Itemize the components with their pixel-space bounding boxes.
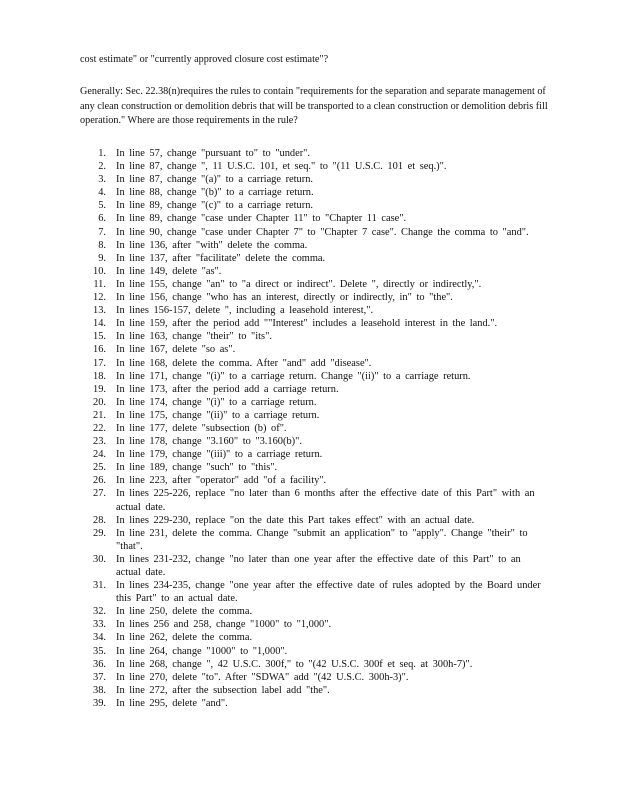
- item-number: 6 .: [86, 212, 106, 225]
- item-text: In line 173, after the period add a carriage return.: [116, 383, 339, 395]
- item-text: In line 90, change "case under Chapter 7" to "Chapter 7 case". Change the comma to "and".: [116, 226, 529, 238]
- item-number: 28 .: [86, 514, 106, 527]
- item-number: 7 .: [86, 226, 106, 239]
- list-item: [80, 357, 550, 370]
- item-number: 9 .: [86, 252, 106, 265]
- item-number: 35 .: [86, 645, 106, 658]
- list-item: [80, 396, 550, 409]
- list-item: [80, 605, 550, 618]
- item-number: 36 .: [86, 658, 106, 671]
- item-text: In line 87, change "(a)" to a carriage return.: [116, 174, 313, 186]
- list-item: [80, 226, 550, 239]
- list-item: [80, 147, 550, 160]
- item-number: 15 .: [86, 330, 106, 343]
- item-number: 3 .: [86, 173, 106, 186]
- list-item: [80, 343, 550, 356]
- list-item: [80, 697, 550, 710]
- list-item: [80, 514, 550, 527]
- item-text: In line 268, change ", 42 U.S.C. 300f," to "(42 U.S.C. 300f et seq. at 300h-7)".: [116, 658, 473, 670]
- item-text: In lines 225-226, replace "no later than 6 months after the effective date of this Part" with an actual date.: [116, 488, 535, 513]
- item-number: 39 .: [86, 697, 106, 710]
- list-item: [80, 199, 550, 212]
- item-number: 32 .: [86, 605, 106, 618]
- list-item: [80, 618, 550, 631]
- list-item: [80, 448, 550, 461]
- continuation-text: cost estimate" or "currently approved closure cost estimate"?: [80, 54, 329, 65]
- list-item: [80, 553, 550, 579]
- item-number: 37 .: [86, 671, 106, 684]
- list-item: [80, 671, 550, 684]
- item-number: 34 .: [86, 631, 106, 644]
- list-item: [80, 461, 550, 474]
- list-item: [80, 317, 550, 330]
- item-number: 31 .: [86, 579, 106, 592]
- item-text: In line 89, change "(c)" to a carriage return.: [116, 200, 313, 212]
- item-text: In line 179, change "(iii)" to a carriage return.: [116, 449, 323, 461]
- item-text: In line 168, delete the comma. After "and" add "disease".: [116, 357, 372, 369]
- list-item: [80, 186, 550, 199]
- item-text: In lines 256 and 258, change "1000" to "1,000".: [116, 619, 332, 631]
- revision-list: [80, 147, 550, 710]
- item-number: 11 .: [86, 278, 106, 291]
- item-number: 13 .: [86, 304, 106, 317]
- list-item: [80, 304, 550, 317]
- item-text: In line 88, change "(b)" to a carriage return.: [116, 187, 314, 199]
- item-number: 19 .: [86, 383, 106, 396]
- question-paragraph: Generally: Sec. 22.38(n)requires the rules to contain "requirements for the separation and separate management of any clean construction or demolition debris that will be transported to a clean construction or demolition debris fill operation." Where are those requirements in the rule?: [80, 86, 548, 126]
- item-number: 16 .: [86, 343, 106, 356]
- list-item: [80, 252, 550, 265]
- list-item: [80, 579, 550, 605]
- item-text: In line 189, change "such" to "this".: [116, 462, 278, 474]
- item-text: In line 250, delete the comma.: [116, 606, 253, 618]
- list-item: [80, 658, 550, 671]
- item-number: 38 .: [86, 684, 106, 697]
- list-item: [80, 645, 550, 658]
- item-number: 21 .: [86, 409, 106, 422]
- list-item: [80, 527, 550, 553]
- item-text: In lines 229-230, replace "on the date this Part takes effect" with an actual date.: [116, 514, 475, 526]
- list-item: [80, 173, 550, 186]
- item-text: In line 174, change "(i)" to a carriage return.: [116, 396, 317, 408]
- item-number: 24 .: [86, 448, 106, 461]
- item-number: 27 .: [86, 487, 106, 500]
- item-number: 33 .: [86, 618, 106, 631]
- item-number: 2 .: [86, 160, 106, 173]
- item-text: In line 149, delete "as".: [116, 265, 222, 277]
- item-text: In line 89, change "case under Chapter 11" to "Chapter 11 case".: [116, 213, 407, 225]
- list-item: [80, 435, 550, 448]
- list-item: [80, 160, 550, 173]
- item-text: In line 272, after the subsection label add "the".: [116, 684, 330, 696]
- list-item: [80, 239, 550, 252]
- item-text: In lines 231-232, change "no later than one year after the effective date of this Part" to an actual date.: [116, 553, 521, 578]
- item-text: In line 178, change "3.160" to "3.160(b)".: [116, 436, 302, 448]
- item-number: 1 .: [86, 147, 106, 160]
- item-text: In line 295, delete "and".: [116, 697, 228, 709]
- item-number: 26 .: [86, 474, 106, 487]
- list-item: [80, 370, 550, 383]
- item-number: 25 .: [86, 461, 106, 474]
- list-item: [80, 383, 550, 396]
- item-text: In lines 156-157, delete ", including a leasehold interest,".: [116, 305, 374, 317]
- item-number: 20 .: [86, 396, 106, 409]
- item-text: In line 156, change "who has an interest, directly or indirectly, in" to "the".: [116, 292, 453, 304]
- list-item: [80, 265, 550, 278]
- list-item: [80, 684, 550, 697]
- item-text: In lines 234-235, change "one year after the effective date of rules adopted by the Board under this Part" to an actual date.: [116, 580, 541, 605]
- item-number: 4 .: [86, 186, 106, 199]
- list-item: [80, 291, 550, 304]
- list-item: [80, 212, 550, 225]
- item-text: In line 177, delete "subsection (b) of".: [116, 422, 287, 434]
- list-item: [80, 487, 550, 513]
- item-number: 22 .: [86, 422, 106, 435]
- item-number: 18 .: [86, 370, 106, 383]
- item-text: In line 87, change ", 11 U.S.C. 101, et seq." to "(11 U.S.C. 101 et seq.)".: [116, 161, 447, 173]
- item-number: 30 .: [86, 553, 106, 566]
- item-text: In line 136, after "with" delete the comma.: [116, 239, 308, 251]
- item-number: 23 .: [86, 435, 106, 448]
- item-number: 14 .: [86, 317, 106, 330]
- item-text: In line 163, change "their" to "its".: [116, 331, 272, 343]
- item-text: In line 137, after "facilitate" delete the comma.: [116, 252, 326, 264]
- list-item: [80, 474, 550, 487]
- item-text: In line 171, change "(i)" to a carriage return. Change "(ii)" to a carriage return.: [116, 370, 471, 382]
- item-number: 17 .: [86, 357, 106, 370]
- item-number: 29 .: [86, 527, 106, 540]
- item-text: In line 264, change "1000" to "1,000".: [116, 645, 288, 657]
- list-item: [80, 409, 550, 422]
- item-number: 10 .: [86, 265, 106, 278]
- item-text: In line 231, delete the comma. Change "submit an application" to "apply". Change "their" to "that".: [116, 527, 528, 552]
- item-number: 8 .: [86, 239, 106, 252]
- list-item: [80, 631, 550, 644]
- item-text: In line 167, delete "so as".: [116, 344, 236, 356]
- item-text: In line 159, after the period add ""Interest" includes a leasehold interest in the land.".: [116, 318, 498, 330]
- list-item: [80, 422, 550, 435]
- item-text: In line 155, change "an" to "a direct or indirect". Delete ", directly or indirectly,".: [116, 278, 482, 290]
- item-text: In line 175, change "(ii)" to a carriage return.: [116, 409, 320, 421]
- item-text: In line 57, change "pursuant to" to "under".: [116, 148, 310, 159]
- list-item: [80, 330, 550, 343]
- item-text: In line 223, after "operator" add "of a facility".: [116, 475, 327, 487]
- item-number: 5 .: [86, 199, 106, 212]
- item-number: 12 .: [86, 291, 106, 304]
- item-text: In line 262, delete the comma.: [116, 632, 253, 644]
- list-item: [80, 278, 550, 291]
- item-text: In line 270, delete "to". After "SDWA" add "(42 U.S.C. 300h-3)".: [116, 671, 409, 683]
